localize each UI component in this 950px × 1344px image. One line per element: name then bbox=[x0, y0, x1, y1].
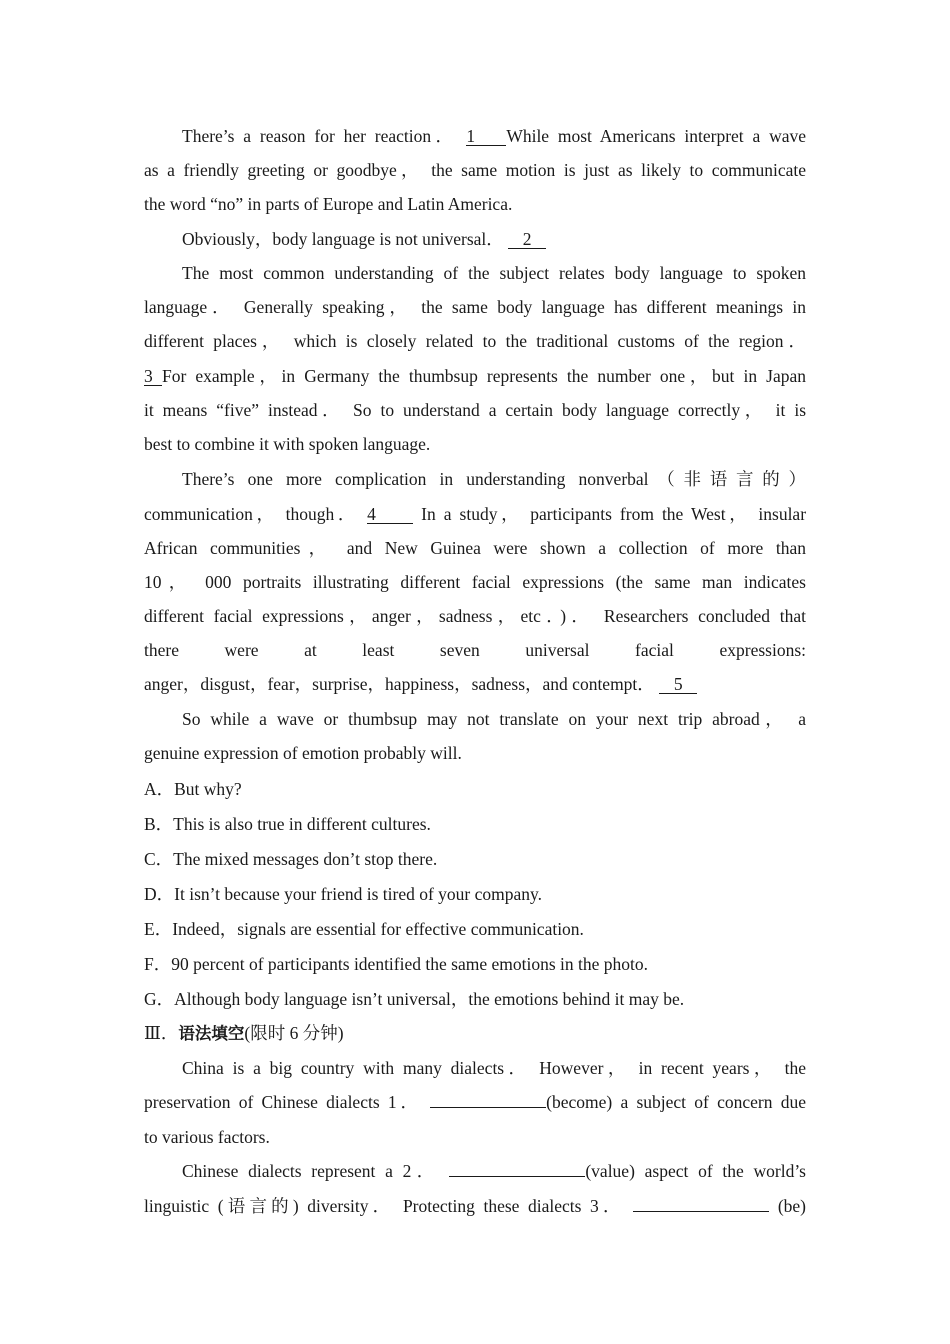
grammar-line: to various factors. bbox=[144, 1127, 270, 1147]
grammar-text: (value) aspect of the world’s bbox=[585, 1161, 806, 1181]
option-f: F．90 percent of participants identified the same emotions in the photo. bbox=[144, 954, 648, 974]
passage-line: the word “no” in parts of Europe and Latin America. bbox=[144, 194, 513, 214]
passage-line: there were at least seven universal facial expressions: bbox=[144, 640, 806, 660]
passage-line bbox=[144, 359, 806, 393]
passage-line: it means “five” instead． So to understand a certain body language correctly， it is bbox=[144, 400, 806, 420]
passage-text: communication， though． bbox=[144, 504, 360, 524]
passage-line: different facial expressions，anger，sadness，etc．)． Researchers concluded that bbox=[144, 606, 806, 626]
passage-line: language． Generally speaking， the same body language has different meanings in bbox=[144, 297, 806, 317]
passage-line: as a friendly greeting or goodbye， the same motion is just as likely to communicate bbox=[144, 160, 806, 180]
section-title: 语法填空 bbox=[178, 1024, 245, 1043]
passage-line bbox=[144, 497, 806, 531]
passage-line bbox=[144, 667, 806, 701]
passage-line: different places， which is closely related to the traditional customs of the region． bbox=[144, 331, 806, 351]
passage-text: In a study， participants from the West， insular bbox=[421, 504, 807, 524]
passage-line: genuine expression of emotion probably will. bbox=[144, 743, 462, 763]
grammar-line: China is a big country with many dialects． However， in recent years， the bbox=[182, 1058, 806, 1078]
option-g: G．Although body language isn’t universal，the emotions behind it may be. bbox=[144, 989, 685, 1009]
grammar-text: (be) bbox=[777, 1196, 807, 1216]
passage-line: The most common understanding of the subject relates body language to spoken bbox=[182, 263, 806, 283]
grammar-text: preservation of Chinese dialects 1． bbox=[144, 1092, 422, 1112]
section-time-limit: (限时 6 分钟) bbox=[244, 1023, 344, 1043]
grammar-line bbox=[182, 1154, 806, 1188]
grammar-blank-3[interactable] bbox=[633, 1211, 769, 1212]
grammar-blank-1[interactable] bbox=[430, 1107, 546, 1108]
grammar-blank-2[interactable] bbox=[449, 1176, 585, 1177]
grammar-text: linguistic (语言的) diversity． Protecting these dialects 3． bbox=[144, 1196, 625, 1216]
passage-line bbox=[182, 119, 806, 153]
passage-line: best to combine it with spoken language. bbox=[144, 434, 431, 454]
answer-blank-2[interactable]: 2 bbox=[508, 230, 546, 249]
answer-blank-1[interactable]: 1 bbox=[466, 127, 506, 146]
answer-blank-5[interactable]: 5 bbox=[659, 675, 697, 694]
option-b: B．This is also true in different cultures. bbox=[144, 814, 431, 834]
passage-text: For example，in Germany the thumbsup represents the number one，but in Japan bbox=[162, 366, 806, 386]
passage-line: 10， 000 portraits illustrating different facial expressions (the same man indicates bbox=[144, 572, 806, 592]
option-c: C．The mixed messages don’t stop there. bbox=[144, 849, 438, 869]
option-a: A．But why? bbox=[144, 779, 242, 799]
option-d: D．It isn’t because your friend is tired of your company. bbox=[144, 884, 543, 904]
passage-text: Obviously，body language is not universal． bbox=[182, 229, 504, 249]
grammar-line bbox=[144, 1085, 806, 1119]
grammar-line bbox=[144, 1189, 806, 1223]
section-heading bbox=[144, 1016, 806, 1050]
grammar-text: (become) a subject of concern due bbox=[546, 1092, 806, 1112]
passage-line: African communities， and New Guinea were shown a collection of more than bbox=[144, 538, 806, 558]
passage-text: While most Americans interpret a wave bbox=[506, 126, 806, 146]
passage-line: So while a wave or thumbsup may not translate on your next trip abroad， a bbox=[182, 709, 806, 729]
passage-text: There’s a reason for her reaction． bbox=[182, 126, 458, 146]
passage-text: anger，disgust，fear，surprise，happiness，sadness，and contempt． bbox=[144, 674, 655, 694]
passage-line: There’s one more complication in understanding nonverbal（非语言的） bbox=[182, 469, 806, 489]
answer-blank-4[interactable]: 4 bbox=[367, 505, 413, 524]
answer-blank-3[interactable]: 3 bbox=[144, 367, 162, 386]
passage-line bbox=[182, 222, 806, 256]
section-number: Ⅲ． bbox=[144, 1023, 179, 1043]
grammar-text: Chinese dialects represent a 2． bbox=[182, 1161, 440, 1181]
option-e: E．Indeed，signals are essential for effective communication. bbox=[144, 919, 584, 939]
